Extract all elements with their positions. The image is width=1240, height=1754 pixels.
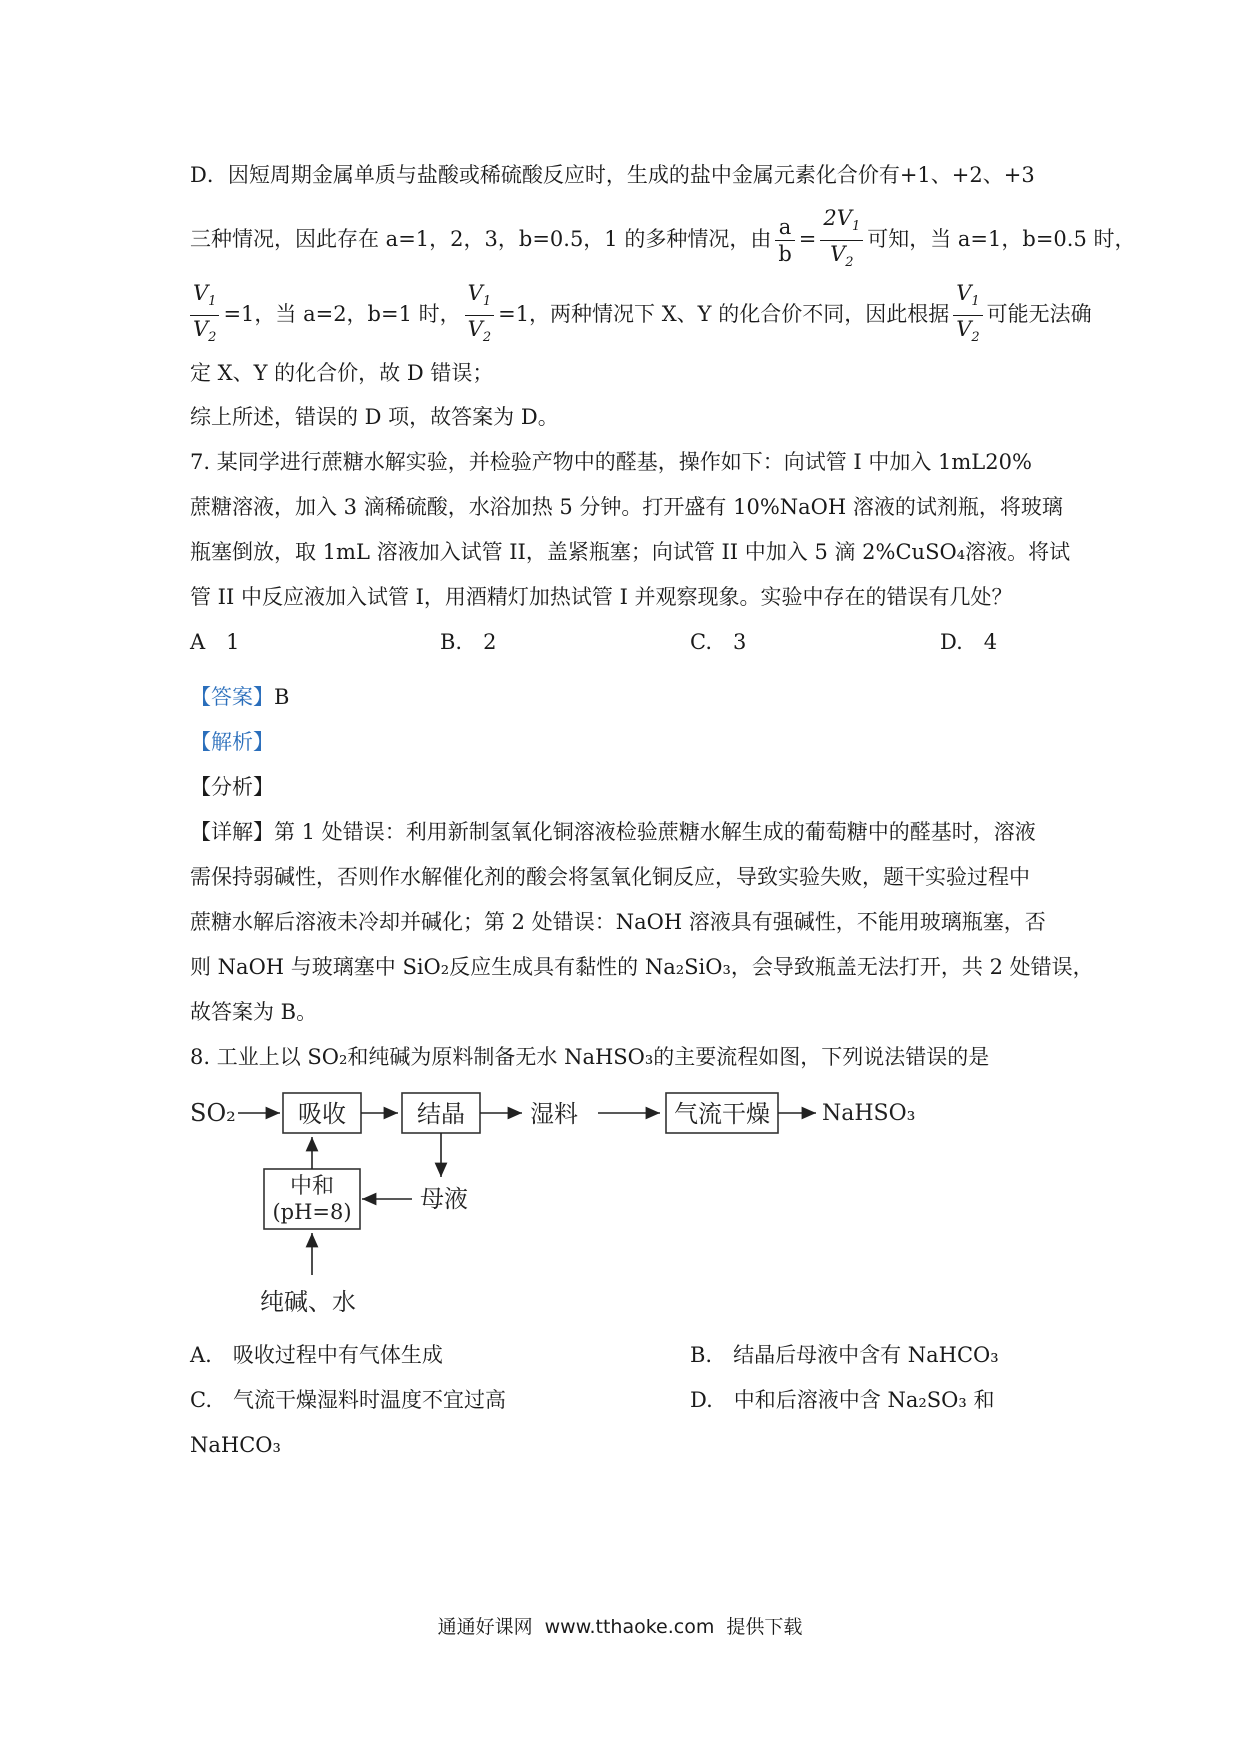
- wet-material-label: 湿料: [530, 1100, 578, 1128]
- q7-answer: [190, 682, 1070, 712]
- so2-label: SO₂: [190, 1099, 236, 1127]
- q7-detail-line: 蔗糖水解后溶液未冷却并碱化；第 2 处错误：NaOH 溶液具有强碱性，不能用玻璃瓶塞，否: [190, 910, 1046, 934]
- q7-stem-line: 蔗糖溶液，加入 3 滴稀硫酸，水浴加热 5 分钟。打开盛有 10%NaOH 溶液的试剂瓶，将玻璃: [190, 495, 1063, 519]
- footer-note: 提供下载: [726, 1616, 803, 1638]
- product-label: NaHSO₃: [822, 1101, 916, 1126]
- q8-option-b: B. 结晶后母液中含有 NaHCO₃: [690, 1343, 999, 1367]
- q8-option-d-continued: NaHCO₃: [190, 1433, 281, 1457]
- q8-option-d: D. 中和后溶液中含 Na₂SO₃ 和: [690, 1388, 995, 1412]
- q6-option-d-line2: [190, 205, 1136, 270]
- q7-option-d: D. 4: [940, 630, 998, 654]
- mother-liquor-label: 母液: [420, 1185, 468, 1213]
- fraction-a-over-b: $\frac{a}{b}$: [775, 214, 794, 267]
- q8-option-a: A. 吸收过程中有气体生成: [190, 1343, 443, 1367]
- neutralize-label: 中和: [289, 1174, 335, 1199]
- ph-label: (pH=8): [272, 1200, 352, 1224]
- dry-label: 气流干燥: [674, 1100, 770, 1128]
- fraction-v1-over-v2: $\frac{V_1}{V_2}$: [465, 280, 494, 351]
- q8-option-c: C. 气流干燥湿料时温度不宜过高: [190, 1388, 506, 1412]
- q6-option-d-line1: D．因短周期金属单质与盐酸或稀硫酸反应时，生成的盐中金属元素化合价有+1、+2、+3: [190, 163, 1035, 187]
- q6-option-d-line4: 定 X、Y 的化合价，故 D 错误；: [190, 361, 494, 385]
- q7-analysis-tag: 【解析】: [190, 730, 274, 754]
- q7-stem-line: 瓶塞倒放，取 1mL 溶液加入试管 II，盖紧瓶塞；向试管 II 中加入 5 滴 2%CuSO₄溶液。将试: [190, 540, 1071, 564]
- q8-stem: 8. 工业上以 SO₂和纯碱为原料制备无水 NaHSO₃的主要流程如图，下列说法错误的是: [190, 1045, 990, 1069]
- q7-detail-line: 故答案为 B。: [190, 1000, 318, 1024]
- footer-url[interactable]: www.tthaoke.com: [544, 1616, 715, 1638]
- feed-label: 纯碱、水: [260, 1288, 356, 1316]
- answer-value: B: [274, 685, 290, 709]
- q6-option-d-line3: $\frac{V_1}{V_2}$ =1，当 a=2，b=1 时， $\frac{V_1}{V_2}$ =1，两种情况下 X、Y 的化合价不同，因此根据 $\frac{V_1}{V_2}$ 可能无法确: [190, 280, 1070, 340]
- line2-post-text: 可知，当 a=1，b=0.5 时，: [867, 227, 1136, 251]
- q7-stem-line: 管 II 中反应液加入试管 I，用酒精灯加热试管 I 并观察现象。实验中存在的错误有几处？: [190, 585, 1013, 609]
- crystal-label: 结晶: [417, 1100, 465, 1128]
- equals-sign: =: [798, 227, 817, 251]
- fraction-v1-over-v2: $\frac{V_1}{V_2}$: [953, 280, 982, 351]
- q7-detail-line: 【详解】第 1 处错误：利用新制氢氧化铜溶液检验蔗糖水解生成的葡萄糖中的醛基时，溶液: [190, 820, 1036, 844]
- q7-stem-line: 7. 某同学进行蔗糖水解实验，并检验产物中的醛基，操作如下：向试管 I 中加入 1mL20%: [190, 450, 1032, 474]
- line2-pre-text: 三种情况，因此存在 a=1，2，3，b=0.5，1 的多种情况，由: [190, 227, 772, 251]
- q7-option-b: B. 2: [440, 630, 497, 654]
- q7-option-c: C. 3: [690, 630, 747, 654]
- q7-fenxi-tag: 【分析】: [190, 775, 274, 799]
- q7-detail-line: 需保持弱碱性，否则作水解催化剂的酸会将氢氧化铜反应，导致实验失败，题干实验过程中: [190, 865, 1030, 889]
- page-footer: [0, 1612, 1240, 1639]
- q7-detail-line: 则 NaOH 与玻璃塞中 SiO₂反应生成具有黏性的 Na₂SiO₃，会导致瓶盖无法打开，共 2 处错误，: [190, 955, 1094, 979]
- absorb-label: 吸收: [298, 1100, 346, 1128]
- answer-tag: 【答案】: [190, 685, 274, 709]
- q6-summary: 综上所述，错误的 D 项，故答案为 D。: [190, 405, 559, 429]
- fraction-2v1-over-v2: $\frac{2V_1}{V_2}$: [820, 205, 863, 276]
- fraction-v1-over-v2: $\frac{V_1}{V_2}$: [190, 280, 219, 351]
- process-flow-diagram: [180, 1085, 980, 1325]
- q7-option-a: A 1: [190, 630, 240, 654]
- footer-site-name: 通通好课网: [437, 1616, 533, 1638]
